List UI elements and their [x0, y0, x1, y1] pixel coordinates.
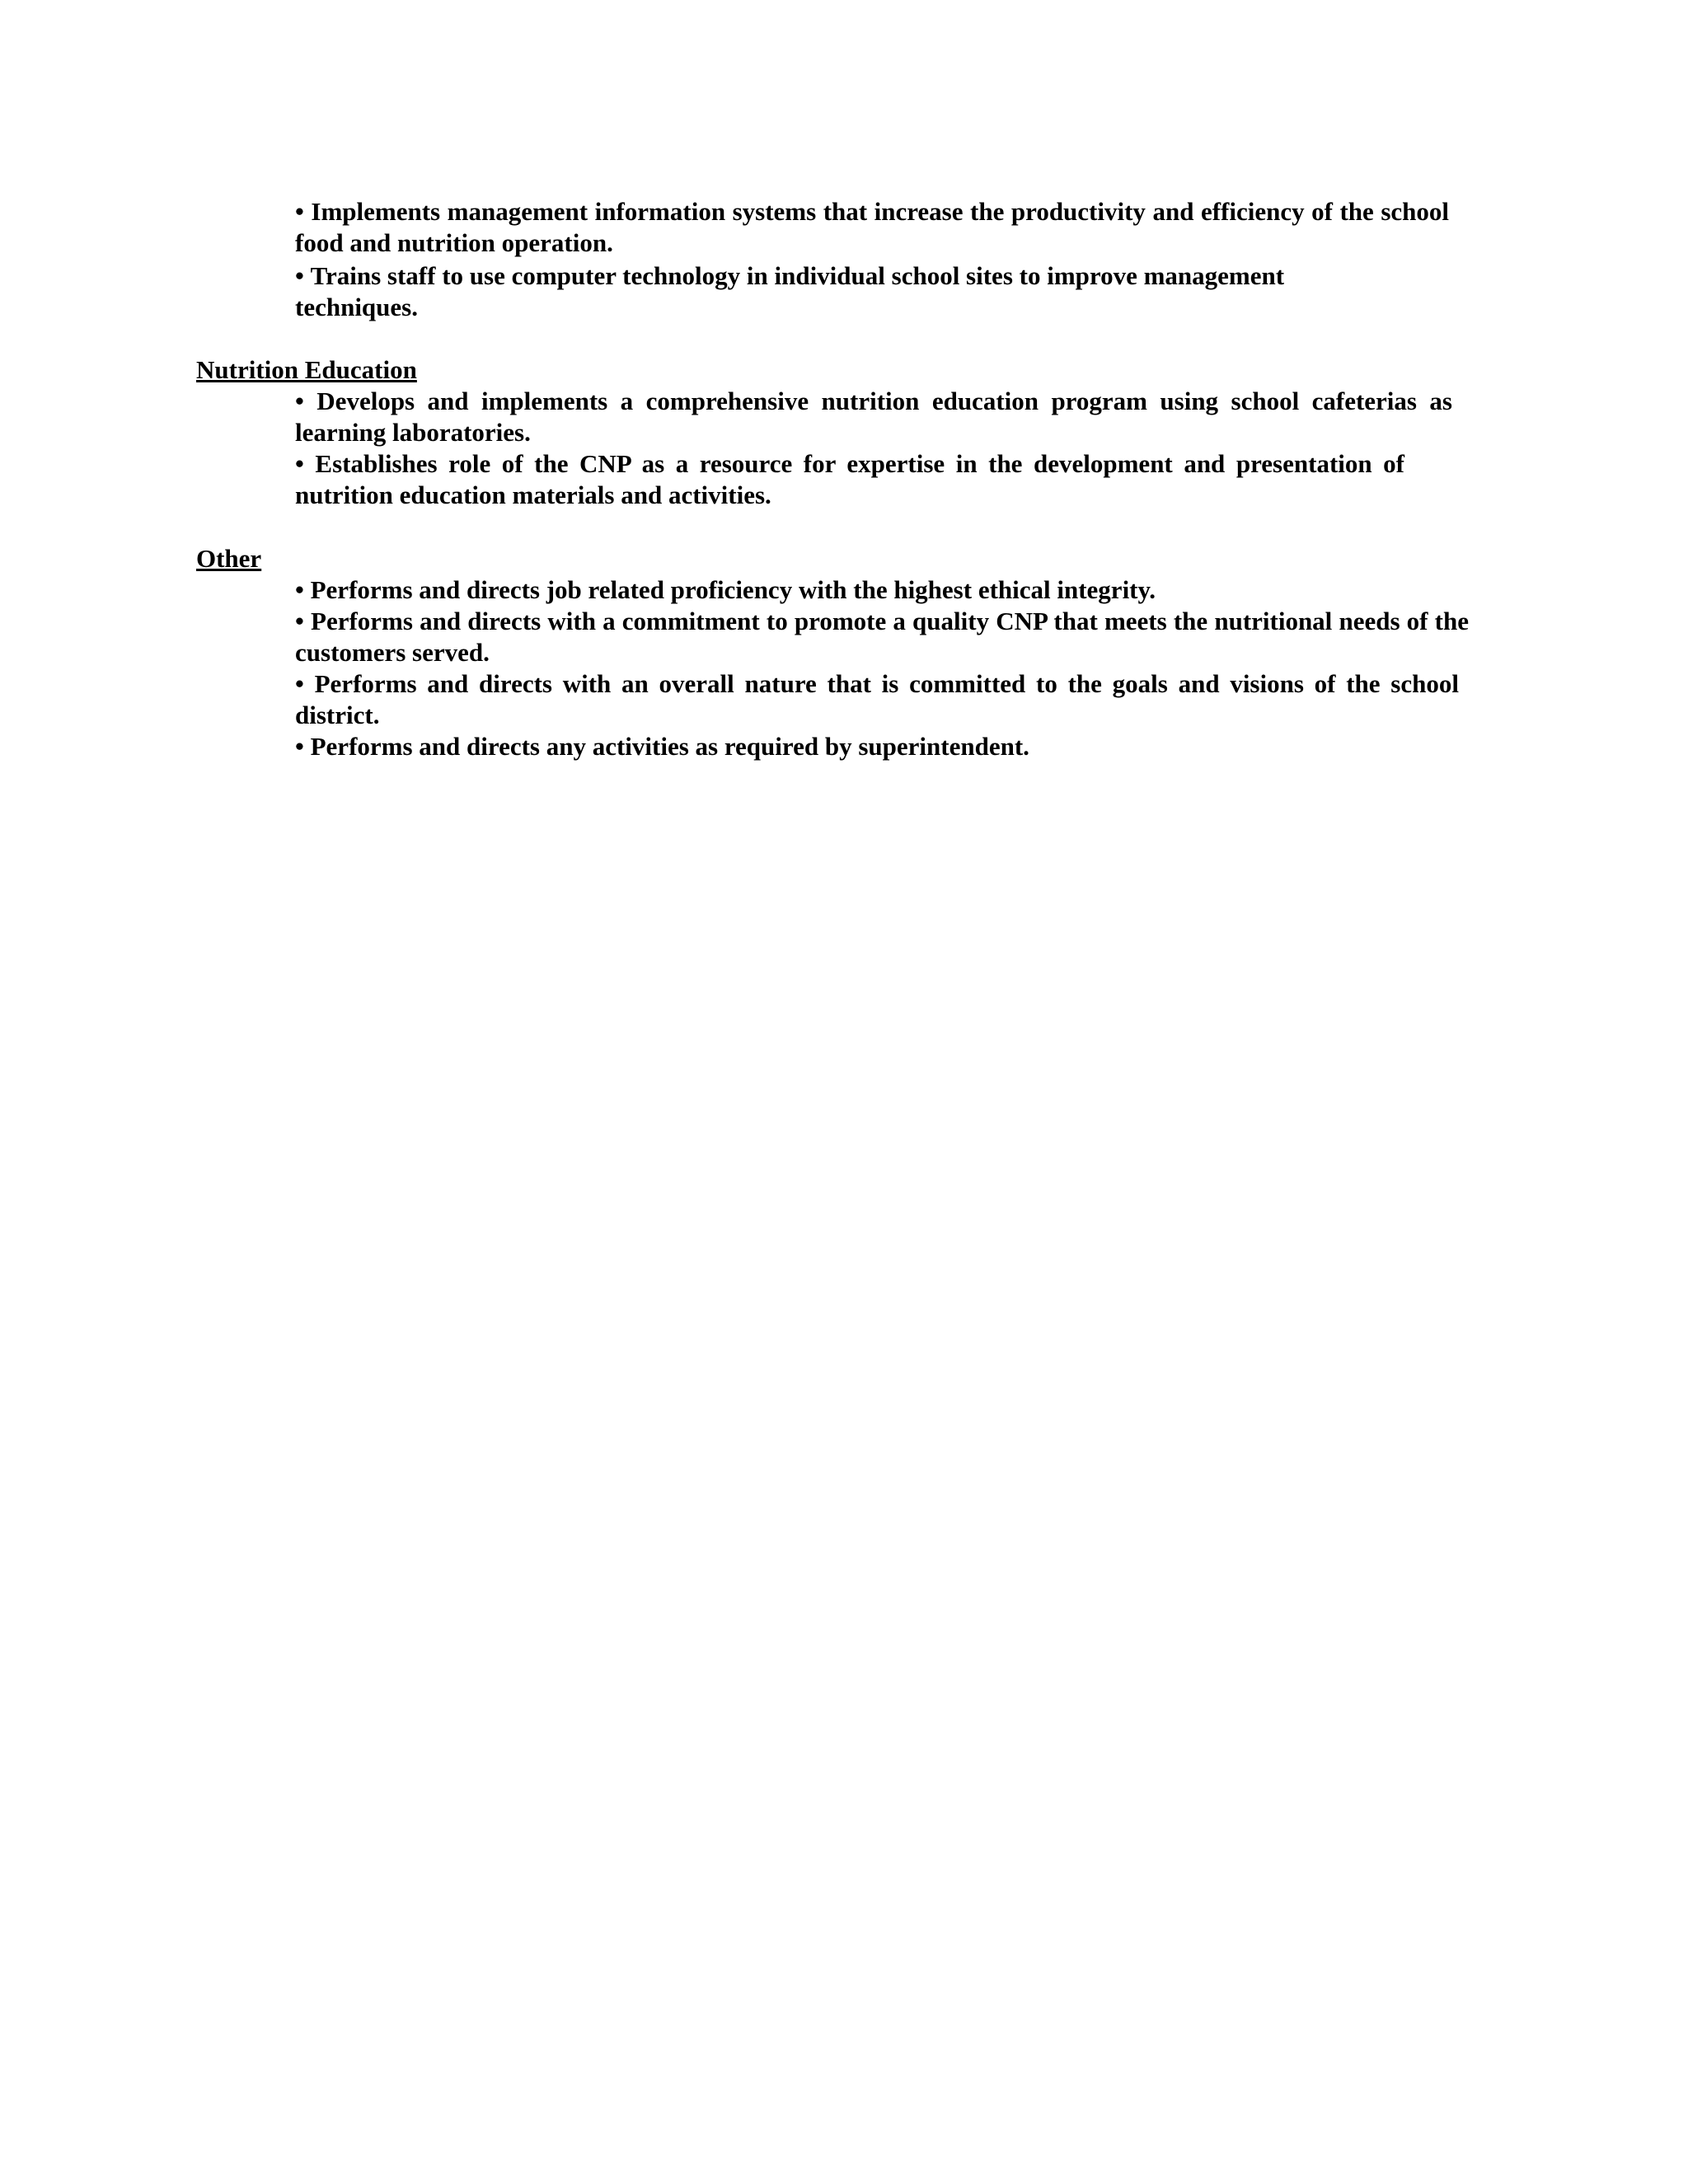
bullet-develops-program: • Develops and implements a comprehensive nutrition education program using school cafeterias as learning laboratories. [295, 386, 1452, 448]
bullet-goals-visions: • Performs and directs with an overall nature that is committed to the goals and visions of the school district. [295, 668, 1459, 731]
bullet-implements-mis: • Implements management information systems that increase the productivity and efficiency of the school food and nutrition operation. [295, 196, 1449, 259]
section-heading-other: Other [196, 544, 262, 573]
bullet-establishes-role: • Establishes role of the CNP as a resource for expertise in the development and presentation of nutrition education materials and activities. [295, 448, 1404, 511]
bullet-superintendent: • Performs and directs any activities as required by superintendent. [295, 731, 1482, 762]
bullet-trains-staff: • Trains staff to use computer technology in individual school sites to improve management techniques. [295, 260, 1367, 323]
section-heading-nutrition-education: Nutrition Education [196, 355, 417, 384]
bullet-quality-cnp: • Performs and directs with a commitment to promote a quality CNP that meets the nutritional needs of the customers served. [295, 606, 1469, 668]
bullet-ethical-integrity: • Performs and directs job related proficiency with the highest ethical integrity. [295, 574, 1482, 606]
